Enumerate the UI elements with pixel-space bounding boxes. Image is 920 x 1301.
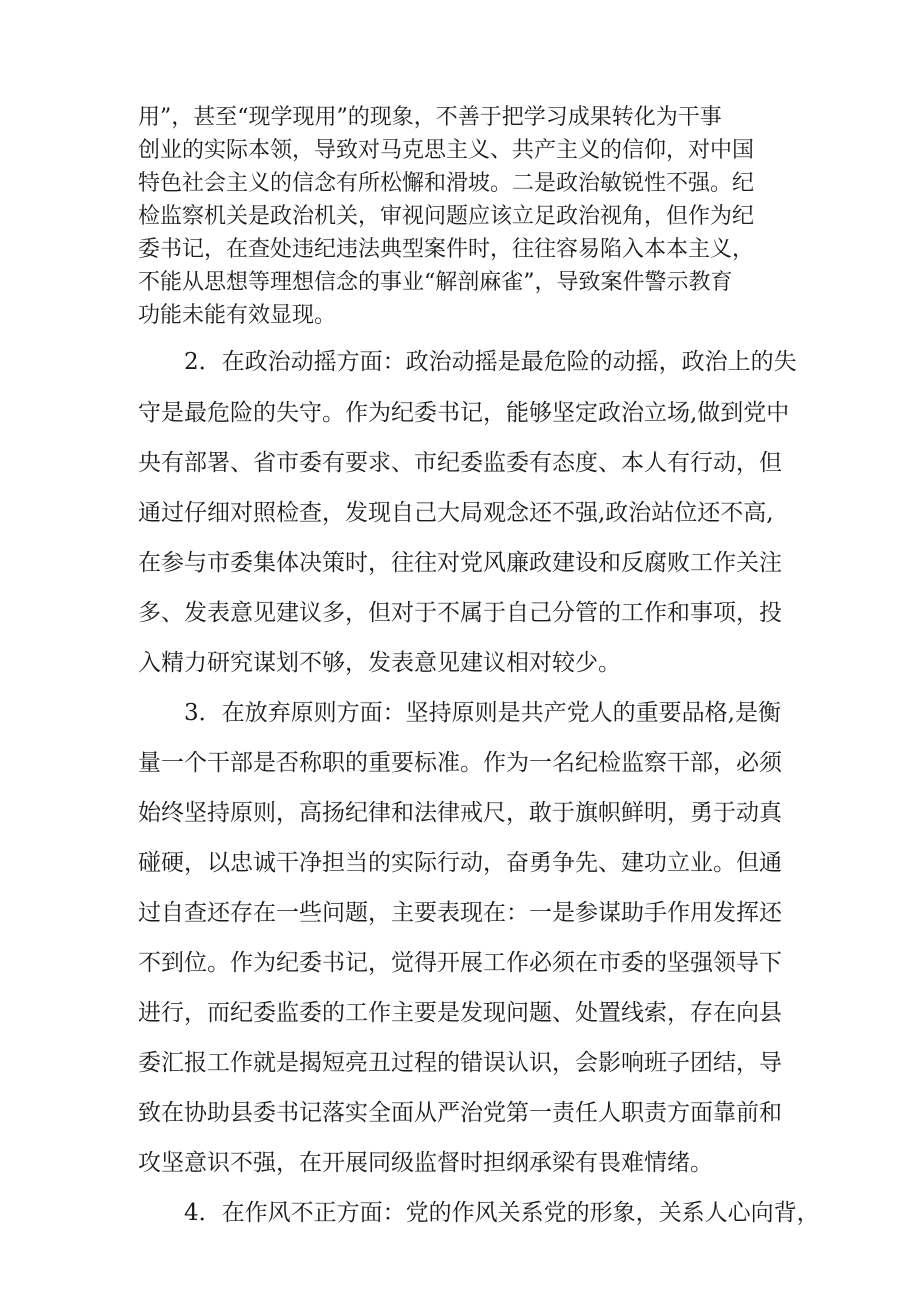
text-line: 在参与市委集体决策时，往往对党风廉政建设和反腐败工作关注	[138, 550, 782, 576]
text-line: 致在协助县委书记落实全面从严治党第一责任人职责方面靠前和	[138, 1100, 782, 1126]
text-line: 4．在作风不正方面：党的作风关系党的形象，关系人心向背，	[184, 1200, 820, 1226]
text-line: 央有部署、省市委有要求、市纪委监委有态度、本人有行动，但	[138, 450, 782, 476]
text-line: 量一个干部是否称职的重要标准。作为一名纪检监察干部，必须	[138, 750, 782, 776]
text-line: 3．在放弃原则方面：坚持原则是共产党人的重要品格,是衡	[184, 700, 781, 726]
text-line: 2．在政治动摇方面：政治动摇是最危险的动摇，政治上的失	[184, 349, 797, 375]
text-line: 用”，甚至“现学现用”的现象，不善于把学习成果转化为干事	[138, 105, 722, 130]
text-line: 始终坚持原则，高扬纪律和法律戒尺，敢于旗帜鲜明，勇于动真	[138, 800, 782, 826]
text-line: 碰硬，以忠诚干净担当的实际行动，奋勇争先、建功立业。但通	[138, 850, 782, 876]
text-line: 不能从思想等理想信念的事业“解剖麻雀”，导致案件警示教育	[138, 270, 733, 295]
text-line: 通过仔细对照检查，发现自己大局观念还不强,政治站位还不高,	[138, 500, 774, 526]
text-line: 委书记，在查处违纪违法典型案件时，往往容易陷入本本主义，	[138, 237, 755, 262]
text-line: 委汇报工作就是揭短亮丑过程的错误认识，会影响班子团结，导	[138, 1050, 782, 1076]
text-line: 检监察机关是政治机关，审视问题应该立足政治视角，但作为纪	[138, 204, 755, 229]
text-line: 不到位。作为纪委书记，觉得开展工作必须在市委的坚强领导下	[138, 950, 782, 976]
text-line: 入精力研究谋划不够，发表意见建议相对较少。	[138, 650, 621, 676]
text-line: 特色社会主义的信念有所松懈和滑坡。二是政治敏锐性不强。纪	[138, 171, 755, 196]
text-line: 多、发表意见建议多，但对于不属于自己分管的工作和事项，投	[138, 600, 782, 626]
text-line: 攻坚意识不强，在开展同级监督时担纲承梁有畏难情绪。	[138, 1150, 713, 1176]
text-line: 守是最危险的失守。作为纪委书记，能够坚定政治立场,做到党中	[138, 400, 790, 426]
text-line: 进行，而纪委监委的工作主要是发现问题、处置线索，存在向县	[138, 1000, 782, 1026]
text-line: 功能未能有效显现。	[138, 303, 337, 328]
text-line: 过自查还存在一些问题，主要表现在：一是参谋助手作用发挥还	[138, 900, 782, 926]
text-line: 创业的实际本领，导致对马克思主义、共产主义的信仰，对中国	[138, 138, 755, 163]
